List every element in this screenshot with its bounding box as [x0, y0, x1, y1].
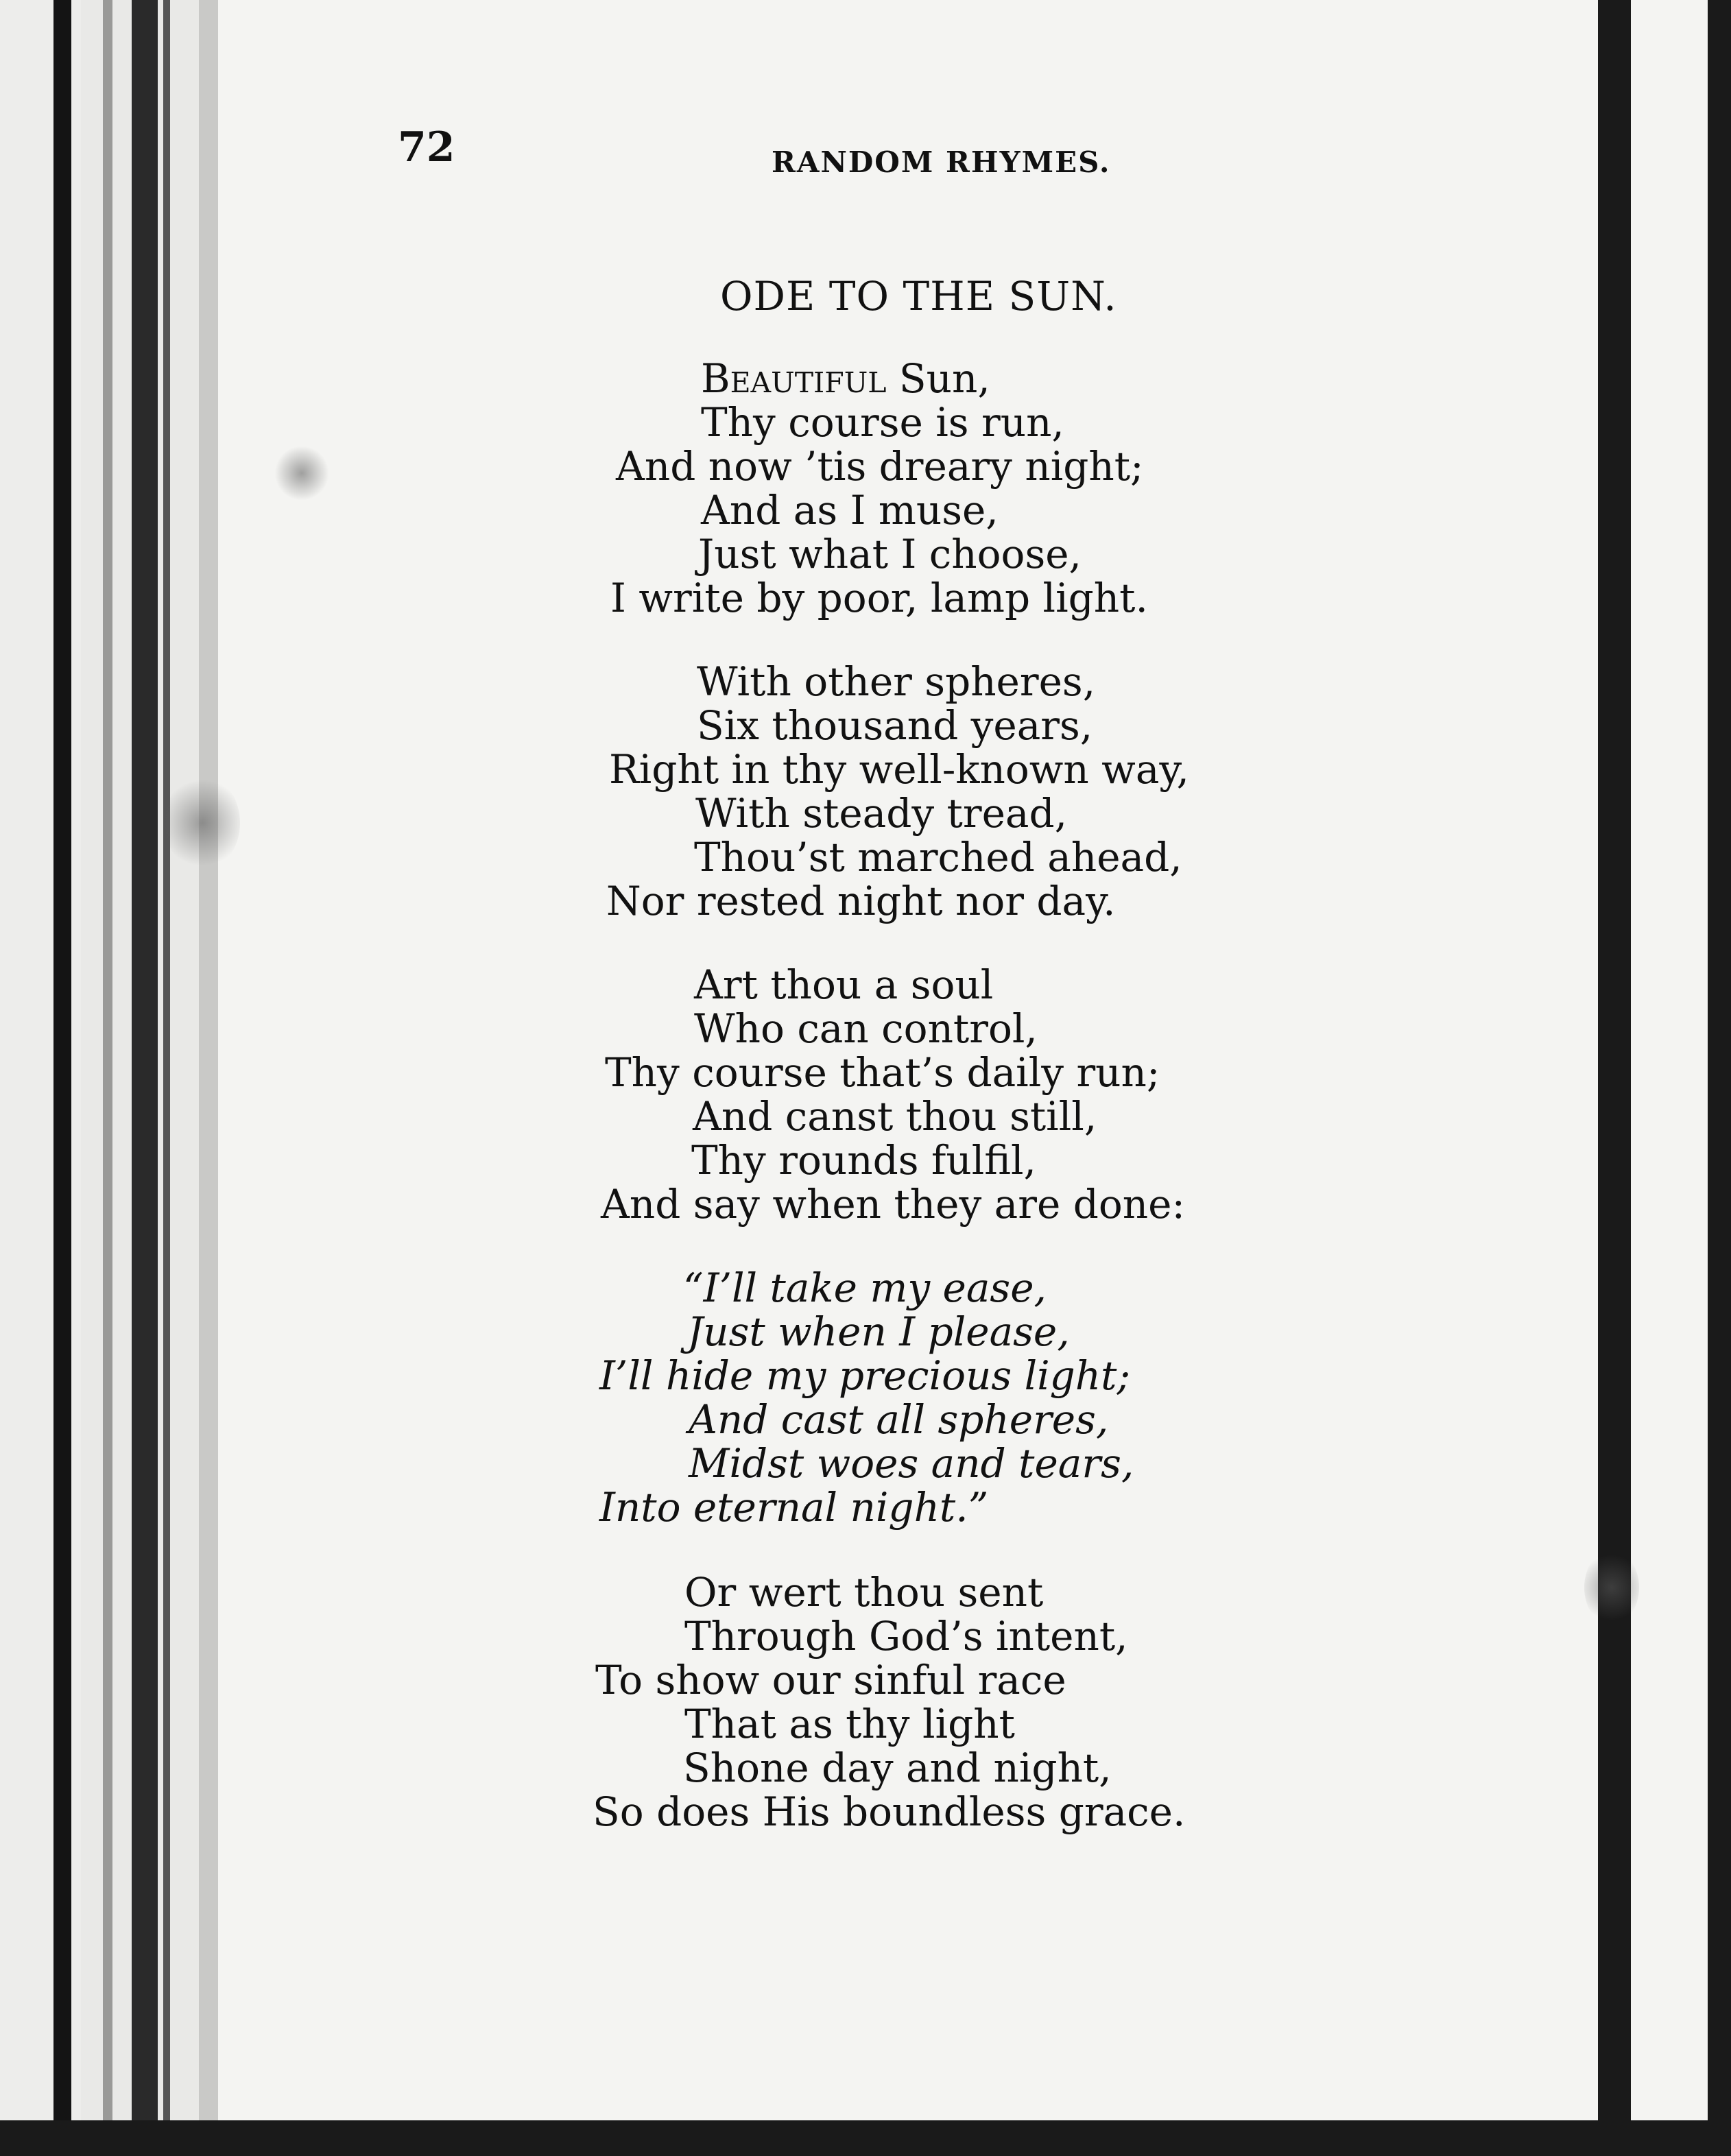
ink-smudge: [274, 446, 329, 501]
poem-line: Shone day and night,: [683, 1745, 1112, 1791]
book-title: RANDOM RHYMES.: [772, 145, 1111, 179]
poem-line: Nor rested night nor day.: [606, 878, 1116, 924]
poem-line: Midst woes and tears,: [689, 1440, 1134, 1487]
binding-edge: [199, 0, 218, 2156]
poem-line: Just what I choose,: [698, 531, 1082, 577]
page-number: 72: [398, 123, 455, 171]
binding-edge: [103, 0, 112, 2156]
poem-line: Thou’st marched ahead,: [694, 834, 1182, 881]
poem-line: So does His boundless grace.: [593, 1788, 1186, 1835]
poem-line: And as I muse,: [701, 487, 999, 534]
poem-line: Into eternal night.”: [599, 1484, 989, 1531]
poem-line: Right in thy well-known way,: [609, 746, 1189, 793]
right-page-edge: [1598, 0, 1631, 2156]
poem-line: Who can control,: [694, 1005, 1038, 1052]
poem-line-text: Sun,: [898, 355, 990, 402]
bottom-page-edge: [0, 2120, 1731, 2156]
poem-line: Just when I please,: [687, 1308, 1070, 1355]
poem-line: I’ll hide my precious light;: [599, 1352, 1130, 1399]
poem-line: Thy course is run,: [701, 399, 1064, 446]
poem-line: Thy rounds fulfil,: [691, 1137, 1036, 1184]
poem-line: [701, 357, 990, 400]
poem-line: With other spheres,: [697, 658, 1096, 705]
poem-line: That as thy light: [684, 1701, 1015, 1747]
ink-smudge: [1584, 1550, 1639, 1625]
poem-line: And cast all spheres,: [689, 1396, 1109, 1443]
ink-smudge: [165, 775, 240, 871]
poem-line: And say when they are done:: [601, 1181, 1185, 1227]
poem-line: Through God’s intent,: [684, 1613, 1128, 1660]
binding-edge: [53, 0, 71, 2156]
binding-edge: [163, 0, 170, 2156]
poem-line: Six thousand years,: [697, 702, 1093, 749]
poem-line: “I’ll take my ease,: [683, 1265, 1047, 1311]
poem-line: And canst thou still,: [693, 1093, 1097, 1140]
poem-line: And now ’tis dreary night;: [616, 443, 1144, 490]
poem-line-lead: Beautiful: [701, 355, 887, 402]
poem-line: To show our sinful race: [595, 1657, 1066, 1703]
right-page-edge: [1708, 0, 1731, 2156]
poem-line: Thy course that’s daily run;: [605, 1049, 1160, 1096]
poem-line: Or wert thou sent: [684, 1569, 1044, 1616]
running-head: [398, 123, 1152, 178]
binding-edge: [132, 0, 158, 2156]
poem-line: I write by poor, lamp light.: [610, 575, 1148, 621]
poem-title: ODE TO THE SUN.: [720, 273, 1117, 320]
poem-line: With steady tread,: [695, 790, 1068, 837]
poem-line: Art thou a soul: [694, 961, 994, 1008]
